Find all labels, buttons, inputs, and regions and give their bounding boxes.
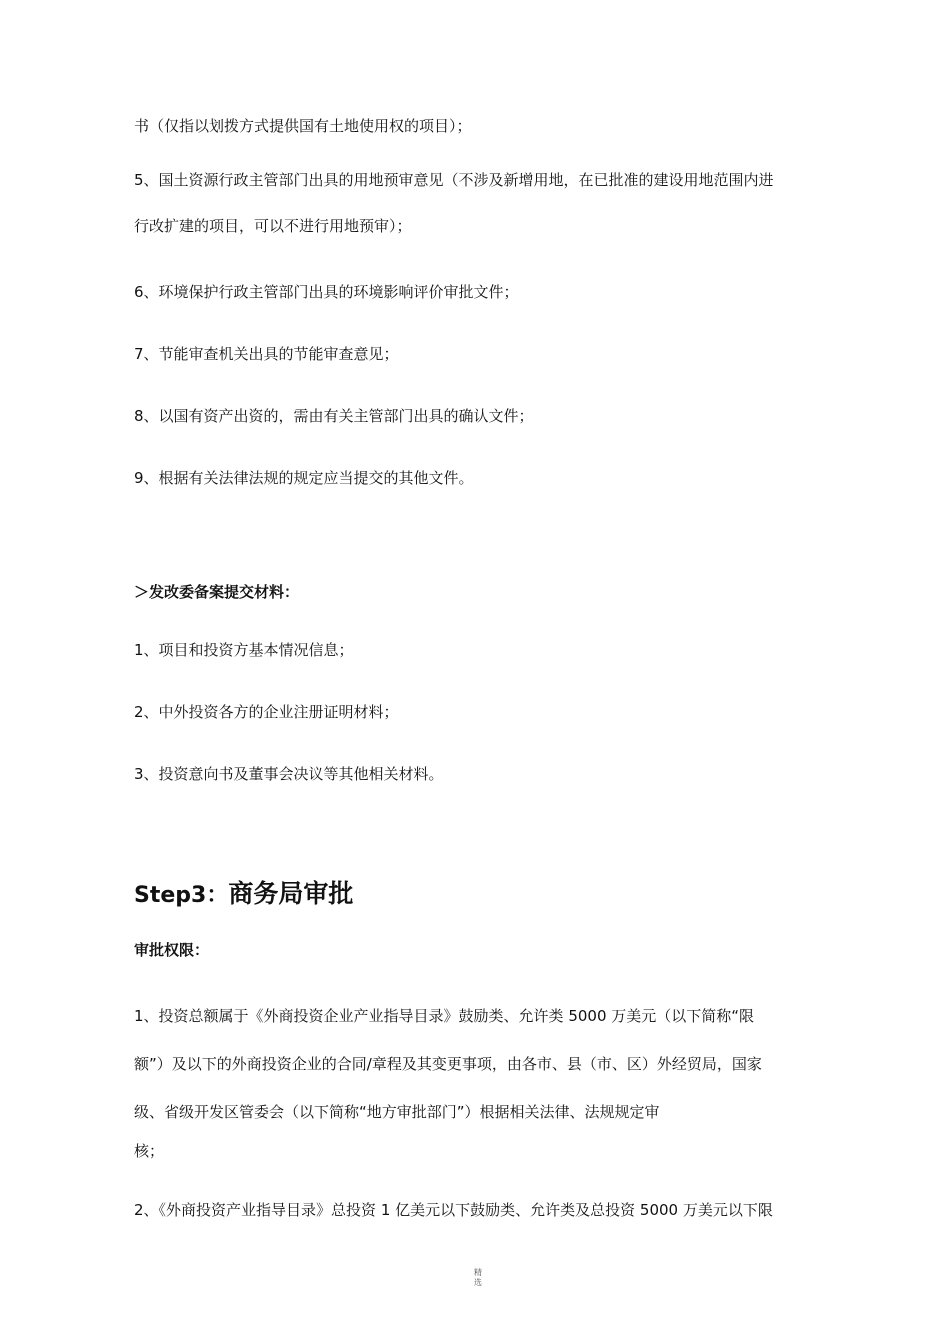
list-item-9: 9、根据有关法律法规的规定应当提交的其他文件。 bbox=[134, 469, 474, 487]
text-line-continuation: 书（仅指以划拨方式提供国有土地使用权的项目）； bbox=[134, 117, 472, 135]
material-item-2: 2、中外投资各方的企业注册证明材料； bbox=[134, 703, 399, 721]
list-item-5-continued: 行改扩建的项目，可以不进行用地预审）； bbox=[134, 217, 412, 235]
material-item-3: 3、投资意向书及董事会决议等其他相关材料。 bbox=[134, 765, 444, 783]
authority-line-1: 1、投资总额属于《外商投资企业产业指导目录》鼓励类、允许类 5000 万美元（以下简称“限 bbox=[134, 1007, 755, 1025]
authority-line-2: 额”）及以下的外商投资企业的合同/章程及其变更事项，由各市、县（市、区）外经贸局，国家 bbox=[134, 1055, 762, 1073]
footer-mark: 精选 bbox=[474, 1268, 482, 1287]
list-item-5: 5、国土资源行政主管部门出具的用地预审意见（不涉及新增用地，在已批准的建设用地范围内进 bbox=[134, 171, 774, 189]
section-heading-step: Step3： bbox=[134, 883, 229, 908]
list-item-7: 7、节能审查机关出具的节能审查意见； bbox=[134, 345, 399, 363]
section-heading-title: 商务局审批 bbox=[228, 879, 354, 908]
list-item-6: 6、环境保护行政主管部门出具的环境影响评价审批文件； bbox=[134, 283, 519, 301]
subsection-title: ＞发改委备案提交材料： bbox=[134, 583, 300, 601]
authority-line-5: 2、《外商投资产业指导目录》总投资 1 亿美元以下鼓励类、允许类及总投资 5000 万美元以下限 bbox=[134, 1201, 773, 1219]
authority-line-4: 核； bbox=[134, 1142, 165, 1160]
list-item-8: 8、以国有资产出资的，需由有关主管部门出具的确认文件； bbox=[134, 407, 534, 425]
authority-label: 审批权限： bbox=[134, 941, 210, 959]
authority-line-3: 级、省级开发区管委会（以下简称“地方审批部门”）根据相关法律、法规规定审 bbox=[134, 1103, 660, 1121]
material-item-1: 1、项目和投资方基本情况信息； bbox=[134, 641, 354, 659]
section-heading bbox=[134, 874, 353, 910]
